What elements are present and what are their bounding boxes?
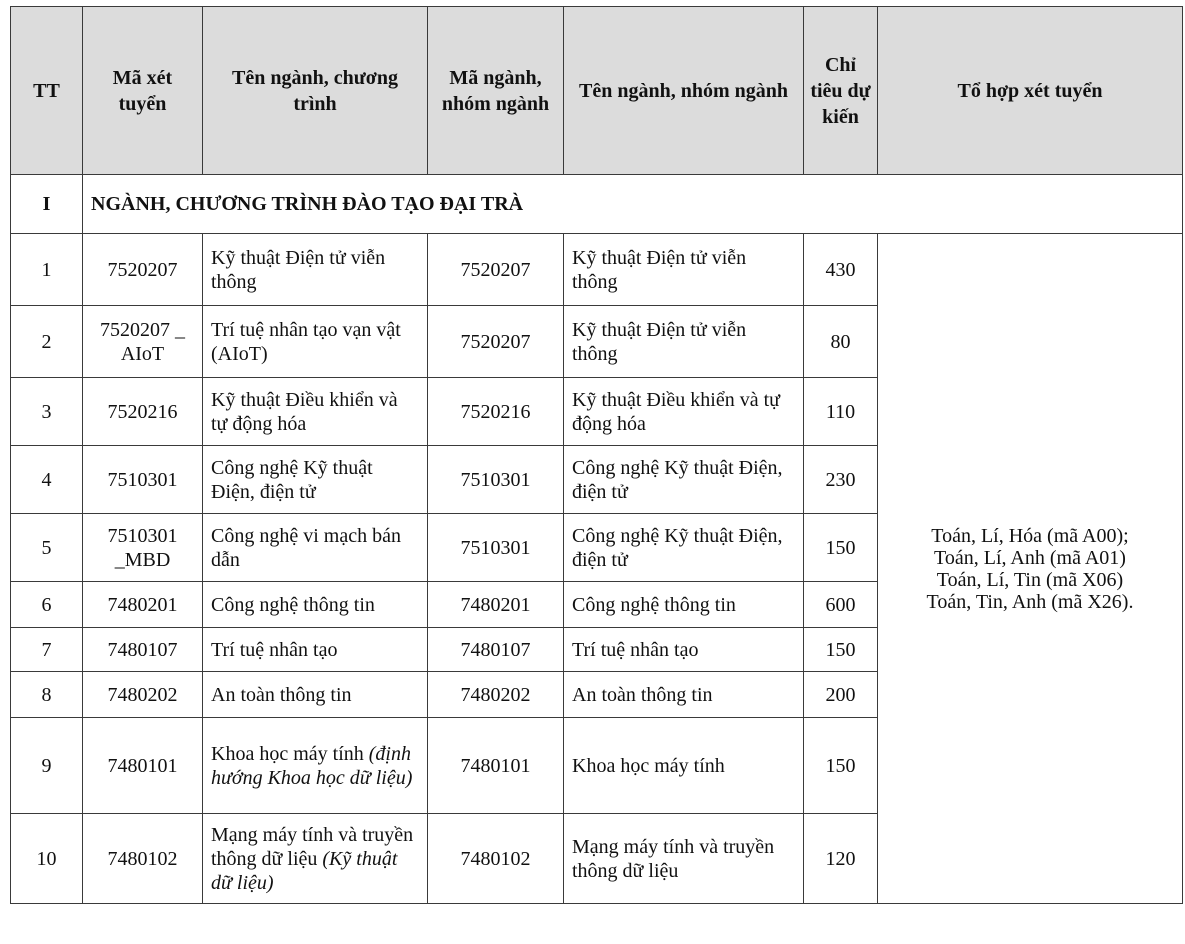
table-row xyxy=(11,234,1183,306)
program-name-text: Công nghệ Kỹ thuật Điện, điện tử xyxy=(211,456,373,503)
section-row xyxy=(11,175,1183,234)
combination-item: Toán, Lí, Hóa (mã A00); xyxy=(931,524,1129,547)
row-major-code: 7520207 xyxy=(428,306,564,378)
row-program-name xyxy=(203,672,428,718)
program-name-text: Khoa học máy tính xyxy=(211,742,364,765)
row-quota: 200 xyxy=(804,672,878,718)
admission-combinations xyxy=(878,234,1183,904)
program-name-text: Trí tuệ nhân tạo xyxy=(211,638,338,661)
row-major-name: Khoa học máy tính xyxy=(564,718,804,814)
section-title: NGÀNH, CHƯƠNG TRÌNH ĐÀO TẠO ĐẠI TRÀ xyxy=(83,175,1183,234)
row-quota: 430 xyxy=(804,234,878,306)
row-major-code: 7480102 xyxy=(428,814,564,904)
row-major-name: Trí tuệ nhân tạo xyxy=(564,628,804,672)
program-name-text: Công nghệ thông tin xyxy=(211,593,375,616)
row-tt: 5 xyxy=(11,514,83,582)
combination-item: Toán, Lí, Anh (mã A01) xyxy=(934,546,1126,569)
header-row xyxy=(11,7,1183,175)
program-name-text: Kỹ thuật Điều khiển và tự động hóa xyxy=(211,388,398,435)
row-major-name: Kỹ thuật Điều khiển và tự động hóa xyxy=(564,378,804,446)
row-major-name: Công nghệ thông tin xyxy=(564,582,804,628)
row-major-name: Mạng máy tính và truyền thông dữ liệu xyxy=(564,814,804,904)
row-admission-code: 7480201 xyxy=(83,582,203,628)
row-quota: 110 xyxy=(804,378,878,446)
row-program-name xyxy=(203,378,428,446)
program-name-text: Mạng máy tính và truyền thông dữ liệu xyxy=(211,823,414,870)
row-admission-code: 7480202 xyxy=(83,672,203,718)
row-major-name: Công nghệ Kỹ thuật Điện, điện tử xyxy=(564,446,804,514)
admissions-table-container xyxy=(10,6,1182,904)
row-admission-code: 7480101 xyxy=(83,718,203,814)
row-program-name xyxy=(203,234,428,306)
combination-item: Toán, Lí, Tin (mã X06) xyxy=(936,568,1124,591)
row-major-name: Kỹ thuật Điện tử viễn thông xyxy=(564,234,804,306)
header-tt: TT xyxy=(11,7,83,175)
section-number: I xyxy=(11,175,83,234)
row-admission-code: 7520207 _ AIoT xyxy=(83,306,203,378)
row-admission-code: 7520216 xyxy=(83,378,203,446)
row-quota: 150 xyxy=(804,628,878,672)
row-quota: 600 xyxy=(804,582,878,628)
program-name-text: Kỹ thuật Điện tử viễn thông xyxy=(211,246,386,293)
row-tt: 9 xyxy=(11,718,83,814)
row-major-code: 7480107 xyxy=(428,628,564,672)
row-major-name: Kỹ thuật Điện tử viễn thông xyxy=(564,306,804,378)
program-name-note: (định hướng Khoa học dữ liệu) xyxy=(211,742,413,789)
header-major-name: Tên ngành, nhóm ngành xyxy=(564,7,804,175)
row-program-name xyxy=(203,814,428,904)
row-major-code: 7480202 xyxy=(428,672,564,718)
row-major-code: 7520207 xyxy=(428,234,564,306)
row-program-name xyxy=(203,582,428,628)
row-admission-code: 7480107 xyxy=(83,628,203,672)
row-major-name: An toàn thông tin xyxy=(564,672,804,718)
row-program-name xyxy=(203,718,428,814)
row-quota: 150 xyxy=(804,718,878,814)
row-program-name xyxy=(203,628,428,672)
program-name-text: An toàn thông tin xyxy=(211,683,352,706)
row-tt: 7 xyxy=(11,628,83,672)
row-tt: 4 xyxy=(11,446,83,514)
row-tt: 10 xyxy=(11,814,83,904)
row-program-name xyxy=(203,514,428,582)
program-name-text: Trí tuệ nhân tạo vạn vật (AIoT) xyxy=(211,318,401,365)
row-quota: 150 xyxy=(804,514,878,582)
row-tt: 2 xyxy=(11,306,83,378)
row-admission-code: 7510301 _MBD xyxy=(83,514,203,582)
row-major-code: 7520216 xyxy=(428,378,564,446)
row-admission-code: 7480102 xyxy=(83,814,203,904)
row-tt: 8 xyxy=(11,672,83,718)
row-tt: 1 xyxy=(11,234,83,306)
program-name-text: Công nghệ vi mạch bán dẫn xyxy=(211,524,401,571)
row-quota: 80 xyxy=(804,306,878,378)
header-combinations: Tổ hợp xét tuyển xyxy=(878,7,1183,175)
row-quota: 230 xyxy=(804,446,878,514)
row-major-code: 7480101 xyxy=(428,718,564,814)
header-admission-code: Mã xét tuyển xyxy=(83,7,203,175)
row-tt: 6 xyxy=(11,582,83,628)
row-major-code: 7480201 xyxy=(428,582,564,628)
row-tt: 3 xyxy=(11,378,83,446)
program-name-note: (Kỹ thuật dữ liệu) xyxy=(211,847,398,894)
row-admission-code: 7520207 xyxy=(83,234,203,306)
row-program-name xyxy=(203,446,428,514)
row-quota: 120 xyxy=(804,814,878,904)
header-major-code: Mã ngành, nhóm ngành xyxy=(428,7,564,175)
row-program-name xyxy=(203,306,428,378)
row-major-name: Công nghệ Kỹ thuật Điện, điện tử xyxy=(564,514,804,582)
header-quota: Chỉ tiêu dự kiến xyxy=(804,7,878,175)
row-admission-code: 7510301 xyxy=(83,446,203,514)
row-major-code: 7510301 xyxy=(428,446,564,514)
combination-item: Toán, Tin, Anh (mã X26). xyxy=(926,590,1134,613)
header-program-name: Tên ngành, chương trình xyxy=(203,7,428,175)
admissions-table xyxy=(10,6,1183,904)
row-major-code: 7510301 xyxy=(428,514,564,582)
